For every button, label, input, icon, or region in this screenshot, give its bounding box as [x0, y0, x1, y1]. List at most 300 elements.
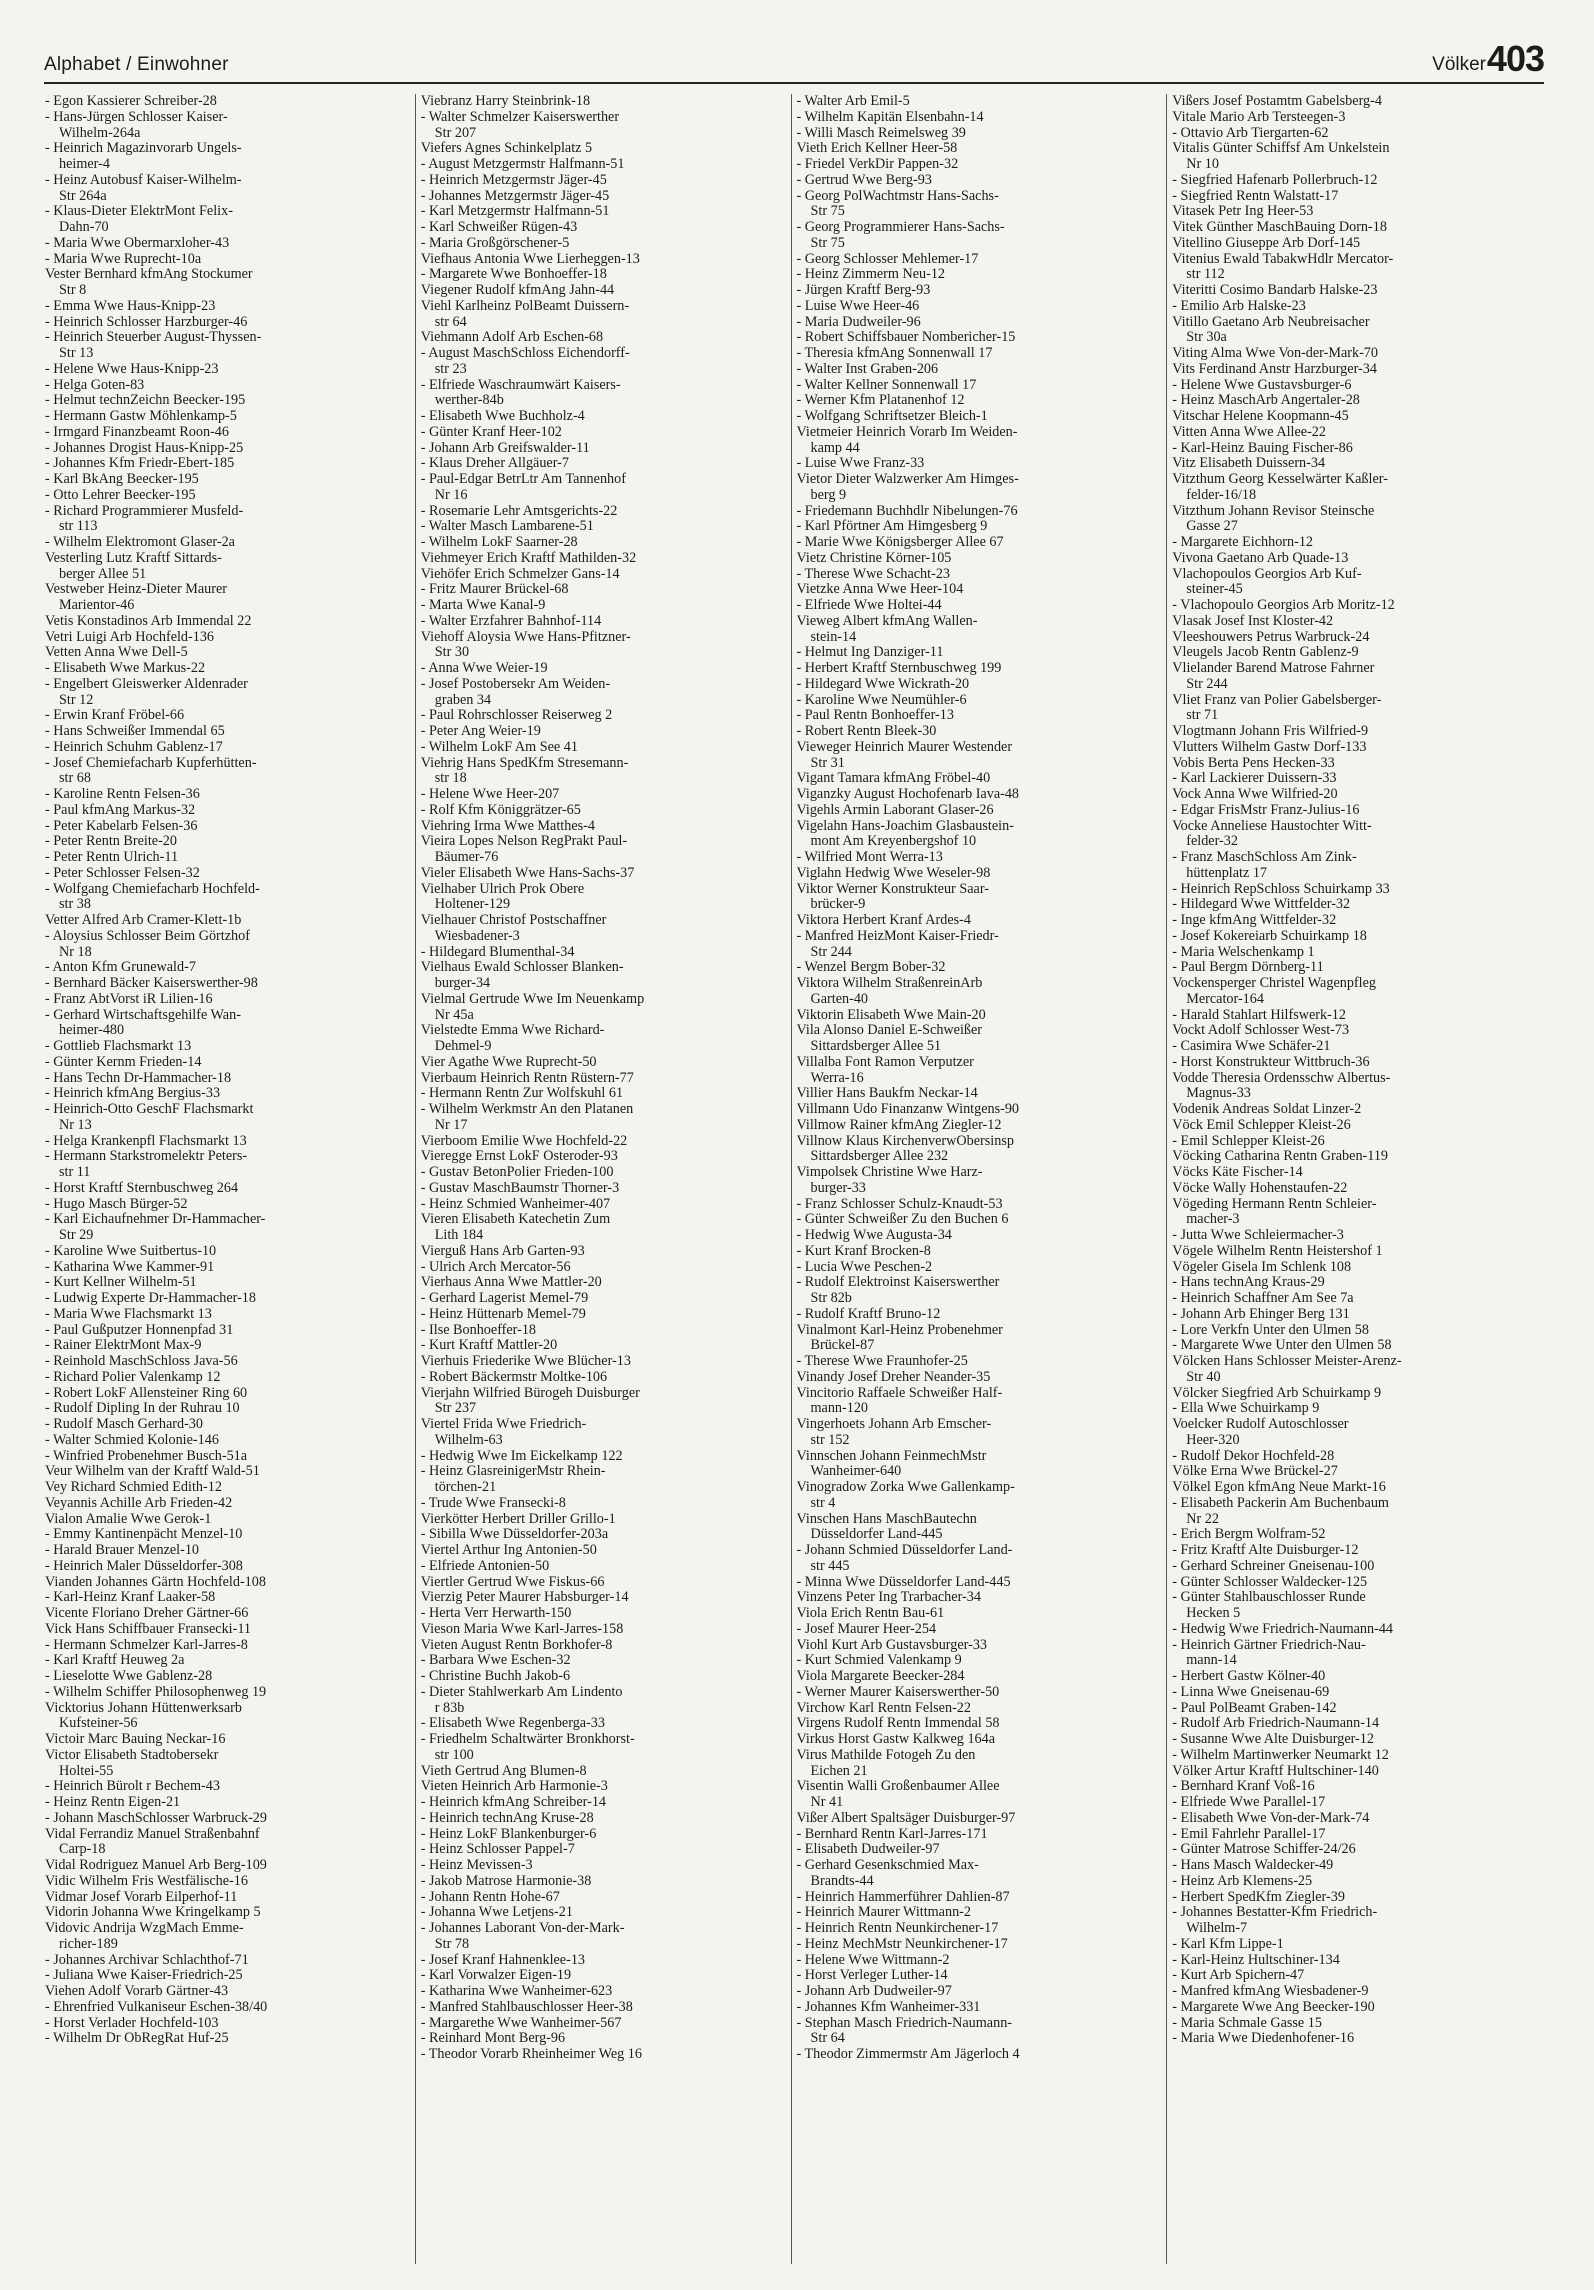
directory-entry: Str 78 [434, 1936, 470, 1952]
directory-column-3 [792, 94, 1168, 2264]
directory-entry: Vietmeier Heinrich Vorarb Im Weiden- [796, 424, 1018, 440]
directory-entry: berg 9 [810, 487, 847, 503]
directory-entry: - Hans Schweißer Immendal 65 [45, 724, 225, 739]
directory-entry: - Helga Goten-83 [45, 377, 145, 393]
directory-entry: Vicktorius Johann Hüttenwerksarb [45, 1700, 242, 1716]
directory-entry: Vitillo Gaetano Arb Neubreisacher [1172, 314, 1370, 330]
directory-entry: - Robert Schiffsbauer Nombericher-15 [796, 330, 1016, 346]
directory-entry: - Klaus Dreher Allgäuer-7 [420, 456, 569, 472]
directory-entry: - Lieselotte Wwe Gablenz-28 [45, 1669, 213, 1684]
directory-column-4 [1167, 94, 1542, 2264]
directory-entry: - Johannes Drogist Haus-Knipp-25 [45, 440, 244, 456]
directory-entry: - Margarete Wwe Unter den Ulmen 58 [1172, 1338, 1392, 1354]
directory-entry: - Luise Wwe Franz-33 [796, 456, 925, 472]
directory-entry: Holtei-55 [59, 1763, 114, 1779]
directory-entry: Brandts-44 [810, 1873, 874, 1889]
directory-entry: - Heinz Arb Klemens-25 [1172, 1873, 1313, 1889]
directory-entry: Vöcks Käte Fischer-14 [1172, 1165, 1303, 1180]
directory-entry: Brückel-87 [810, 1338, 875, 1354]
directory-entry: - Franz Schlosser Schulz-Knaudt-53 [796, 1196, 1003, 1212]
directory-entry: - Theresia kfmAng Sonnenwall 17 [796, 346, 993, 361]
directory-entry: - Katharina Wwe Kammer-91 [45, 1259, 215, 1275]
directory-entry: Vlutters Wilhelm Gastw Dorf-133 [1172, 739, 1367, 755]
directory-entry: Viehrig Hans SpedKfm Stresemann- [420, 755, 629, 771]
page-header [44, 30, 1544, 84]
directory-entry: - Karl Lackierer Duissern-33 [1172, 771, 1337, 787]
directory-entry: - Robert LokF Allensteiner Ring 60 [45, 1385, 248, 1401]
directory-entry: Nr 13 [59, 1117, 92, 1133]
directory-entry: - Bernhard Bäcker Kaiserswerther-98 [45, 976, 258, 991]
directory-entry: - Gottlieb Flachsmarkt 13 [45, 1039, 192, 1054]
directory-entry: - Johann Arb Greifswalder-11 [420, 440, 590, 456]
directory-entry: - Wilhelm Martinwerker Neumarkt 12 [1172, 1747, 1389, 1763]
directory-entry: - Heinrich Schuhm Gablenz-17 [45, 739, 223, 755]
directory-entry: Sittardsberger Allee 232 [810, 1149, 949, 1165]
directory-entry: Vialon Amalie Wwe Gerok-1 [45, 1511, 212, 1527]
directory-entry: - Juliana Wwe Kaiser-Friedrich-25 [45, 1968, 243, 1984]
directory-entry: Viehöfer Erich Schmelzer Gans-14 [420, 566, 620, 582]
directory-entry: - Johann Schmied Düsseldorfer Land- [796, 1543, 1013, 1558]
directory-entry: - Bernhard Rentn Karl-Jarres-171 [796, 1826, 988, 1842]
directory-entry: - Gustav BetonPolier Frieden-100 [420, 1165, 614, 1180]
directory-entry: - Robert Bäckermstr Moltke-106 [420, 1369, 608, 1385]
directory-entry: - Theodor Vorarb Rheinheimer Weg 16 [420, 2047, 642, 2062]
directory-entry: - Siegfried Rentn Walstatt-17 [1172, 188, 1339, 204]
directory-entry: Viehring Irma Wwe Matthes-4 [420, 818, 595, 834]
directory-entry: Vieregge Ernst LokF Osteroder-93 [420, 1149, 618, 1165]
directory-entry: Vinandy Josef Dreher Neander-35 [796, 1369, 991, 1385]
directory-entry: - Christine Buchh Jakob-6 [420, 1669, 571, 1684]
directory-entry: - August MaschSchloss Eichendorff- [420, 346, 630, 361]
directory-entry: - Friedel VerkDir Pappen-32 [796, 157, 959, 172]
directory-entry: str 4 [810, 1495, 836, 1511]
directory-entry: - Hans Techn Dr-Hammacher-18 [45, 1070, 232, 1086]
directory-entry: - Walter Kellner Sonnenwall 17 [796, 377, 977, 393]
directory-entry: str 38 [59, 897, 91, 913]
directory-entry: - Josef Kranf Hahnenklee-13 [420, 1952, 586, 1968]
directory-entry: - Siegfried Hafenarb Pollerbruch-12 [1172, 172, 1378, 188]
directory-entry: - Gertrud Wwe Berg-93 [796, 172, 932, 188]
directory-entry: - Emil Fahrlehr Parallel-17 [1172, 1826, 1326, 1842]
directory-entry: Viehl Karlheinz PolBeamt Duissern- [420, 298, 630, 314]
directory-entry: - Helene Wwe Heer-207 [420, 787, 560, 802]
directory-entry: Vesterling Lutz Kraftf Sittards- [45, 550, 222, 566]
directory-entry: Viehmeyer Erich Kraftf Mathilden-32 [420, 550, 637, 566]
directory-entry: - Katharina Wwe Wanheimer-623 [420, 1984, 613, 1999]
directory-entry: Vögeler Gisela Im Schlenk 108 [1172, 1259, 1352, 1275]
directory-entry: Kufsteiner-56 [59, 1716, 138, 1732]
directory-entry: - Heinz Mevissen-3 [420, 1858, 533, 1873]
directory-entry: Str 29 [59, 1228, 94, 1243]
directory-entry: - Johannes Kfm Friedr-Ebert-185 [45, 456, 235, 472]
directory-entry: - Günter Matrose Schiffer-24/26 [1172, 1842, 1356, 1858]
directory-entry: - Minna Wwe Düsseldorfer Land-445 [796, 1574, 1011, 1590]
directory-entry: - Hans Masch Waldecker-49 [1172, 1858, 1334, 1873]
directory-entry: Villnow Klaus KirchenverwObersinsp [796, 1133, 1014, 1149]
directory-entry: Villier Hans Baukfm Neckar-14 [796, 1086, 978, 1102]
directory-entry: - Heinz Schmied Wanheimer-407 [420, 1196, 611, 1212]
directory-entry: - Hermann Schmelzer Karl-Jarres-8 [45, 1637, 248, 1653]
directory-entry: - Wilhelm Kapitän Elsenbahn-14 [796, 109, 984, 125]
directory-entry: - Ella Wwe Schuirkamp 9 [1172, 1401, 1320, 1417]
directory-entry: Vißers Josef Postamtm Gabelsberg-4 [1172, 94, 1382, 109]
directory-entry: Vierhuis Friederike Wwe Blücher-13 [420, 1354, 631, 1369]
directory-entry: - Elfriede Waschraumwärt Kaisers- [420, 377, 621, 393]
directory-entry: - Lucia Wwe Peschen-2 [796, 1259, 933, 1275]
directory-entry: Wiesbadener-3 [434, 928, 520, 944]
directory-entry: - Wolfgang Schriftsetzer Bleich-1 [796, 409, 988, 424]
directory-entry: str 23 [434, 361, 467, 377]
directory-entry: - Heinrich technAng Kruse-28 [420, 1810, 594, 1826]
directory-entry: - Lore Verkfn Unter den Ulmen 58 [1172, 1322, 1369, 1338]
directory-entry: - Barbara Wwe Eschen-32 [420, 1653, 571, 1669]
directory-entry: - Reinhold MaschSchloss Java-56 [45, 1354, 238, 1369]
directory-entry: Vockensperger Christel Wagenpfleg [1172, 976, 1376, 991]
directory-entry: Vigehls Armin Laborant Glaser-26 [796, 802, 994, 818]
directory-entry: burger-34 [434, 976, 491, 991]
directory-entry: - Franz AbtVorst iR Lilien-16 [45, 991, 213, 1007]
directory-entry: - Elisabeth Wwe Von-der-Mark-74 [1172, 1810, 1370, 1826]
directory-entry: Vimpolsek Christine Wwe Harz- [796, 1165, 983, 1180]
directory-entry: - Kurt Arb Spichern-47 [1172, 1968, 1305, 1984]
directory-column-2 [416, 94, 792, 2264]
directory-entry: - Heinrich Schlosser Harzburger-46 [45, 314, 248, 330]
directory-entry: - Erich Bergm Wolfram-52 [1172, 1527, 1326, 1543]
directory-entry: - Paul Gußputzer Honnenpfad 31 [45, 1322, 234, 1338]
directory-entry: - Johann MaschSchlosser Warbruck-29 [45, 1810, 267, 1826]
directory-entry: berger Allee 51 [59, 566, 147, 582]
directory-entry: Dehmel-9 [434, 1039, 492, 1054]
directory-entry: - Wolfgang Chemiefacharb Hochfeld- [45, 881, 260, 897]
directory-entry: - Helene Wwe Wittmann-2 [796, 1952, 950, 1968]
directory-entry: felder-32 [1186, 834, 1238, 850]
directory-entry: - August Metzgermstr Halfmann-51 [420, 157, 625, 172]
directory-entry: Vitenius Ewald TabakwHdlr Mercator- [1172, 251, 1394, 267]
directory-entry: Str 244 [810, 944, 852, 960]
directory-entry: Düsseldorfer Land-445 [810, 1527, 943, 1543]
directory-entry: - Gerhard Gesenkschmied Max- [796, 1858, 979, 1873]
directory-entry: Lith 184 [434, 1228, 484, 1243]
directory-entry: - Karl Eichaufnehmer Dr-Hammacher- [45, 1212, 266, 1228]
directory-entry: - Hedwig Wwe Friedrich-Naumann-44 [1172, 1621, 1394, 1637]
directory-entry: Vielhauer Christof Postschaffner [420, 913, 607, 928]
directory-entry: - Heinrich kfmAng Bergius-33 [45, 1086, 221, 1102]
directory-entry: Vieth Gertrud Ang Blumen-8 [420, 1763, 587, 1779]
directory-entry: - Peter Rentn Ulrich-11 [45, 850, 179, 865]
directory-entry: - Jutta Wwe Schleiermacher-3 [1172, 1228, 1344, 1243]
directory-entry: - Wilhelm Elektromont Glaser-2a [45, 535, 235, 550]
directory-entry: - Heinz GlasreinigerMstr Rhein- [420, 1464, 606, 1480]
directory-entry: - Friedhelm Schaltwärter Bronkhorst- [420, 1732, 635, 1747]
directory-entry: - Friedemann Buchhdlr Nibelungen-76 [796, 503, 1018, 519]
directory-entry: Vieten Heinrich Arb Harmonie-3 [420, 1779, 608, 1795]
directory-entry: - Heinrich Schaffner Am See 7a [1172, 1291, 1354, 1306]
directory-entry: str 100 [434, 1747, 474, 1763]
directory-entry: - Paul kfmAng Markus-32 [45, 802, 196, 818]
directory-entry: - Ottavio Arb Tiergarten-62 [1172, 125, 1329, 141]
directory-entry: Vicente Floriano Dreher Gärtner-66 [45, 1606, 249, 1621]
directory-entry: Vila Alonso Daniel E-Schweißer [796, 1023, 983, 1039]
directory-entry: Eichen 21 [810, 1763, 868, 1779]
directory-entry: - Georg Programmierer Hans-Sachs- [796, 220, 1005, 235]
directory-entry: Vidic Wilhelm Fris Westfälische-16 [45, 1873, 248, 1889]
directory-entry: - Linna Wwe Gneisenau-69 [1172, 1684, 1330, 1700]
directory-entry: - Walter Inst Graben-206 [796, 361, 939, 377]
directory-entry: - Maria Dudweiler-96 [796, 314, 921, 330]
directory-entry: - Ilse Bonhoeffer-18 [420, 1322, 537, 1338]
directory-entry: Vodde Theresia Ordensschw Albertus- [1172, 1070, 1391, 1086]
directory-entry: - Rudolf Dipling In der Ruhrau 10 [45, 1401, 240, 1417]
directory-entry: - Rudolf Dekor Hochfeld-28 [1172, 1448, 1335, 1464]
directory-entry: Vieth Erich Kellner Heer-58 [796, 141, 958, 157]
directory-entry: - Klaus-Dieter ElektrMont Felix- [45, 204, 233, 220]
directory-entry: - Elisabeth Wwe Markus-22 [45, 661, 206, 676]
directory-entry: Nr 18 [59, 944, 92, 960]
directory-entry: Viglahn Hedwig Wwe Weseler-98 [796, 865, 991, 881]
directory-entry: Vetter Alfred Arb Cramer-Klett-1b [45, 913, 242, 928]
directory-entry: törchen-21 [434, 1480, 497, 1495]
directory-entry: Dahn-70 [59, 220, 109, 235]
directory-entry: steiner-45 [1186, 582, 1243, 598]
directory-entry: Vester Bernhard kfmAng Stockumer [45, 267, 253, 283]
directory-entry: Str 13 [59, 346, 94, 361]
directory-entry: - Maria Schmale Gasse 15 [1172, 2015, 1322, 2031]
directory-entry: Völke Erna Wwe Brückel-27 [1172, 1464, 1338, 1480]
directory-entry: - Walter Erzfahrer Bahnhof-114 [420, 613, 602, 629]
directory-entry: Gasse 27 [1186, 519, 1238, 535]
directory-entry: - Karl-Heinz Kranf Laaker-58 [45, 1590, 216, 1606]
directory-entry: Vianden Johannes Gärtn Hochfeld-108 [45, 1574, 266, 1590]
directory-entry: Nr 45a [434, 1007, 474, 1023]
directory-entry: Str 12 [59, 692, 94, 708]
directory-entry: - Walter Masch Lambarene-51 [420, 519, 594, 535]
directory-entry: - Manfred HeizMont Kaiser-Friedr- [796, 928, 999, 944]
directory-entry: Vock Anna Wwe Wilfried-20 [1172, 787, 1338, 802]
directory-entry: - Otto Lehrer Beecker-195 [45, 487, 196, 503]
directory-entry: Vestweber Heinz-Dieter Maurer [45, 582, 227, 598]
directory-entry: Vlachopoulos Georgios Arb Kuf- [1172, 566, 1362, 582]
directory-entry: - Edgar FrisMstr Franz-Julius-16 [1172, 802, 1360, 818]
directory-entry: Vietz Christine Körner-105 [796, 550, 952, 566]
directory-entry: richer-189 [59, 1936, 118, 1952]
directory-entry: - Gerhard Lagerist Memel-79 [420, 1291, 589, 1306]
directory-entry: Viehmann Adolf Arb Eschen-68 [420, 330, 604, 346]
directory-entry: - Wilhelm Werkmstr An den Platanen [420, 1102, 634, 1117]
directory-entry: - Therese Wwe Fraunhofer-25 [796, 1354, 968, 1369]
directory-entry: Vier Agathe Wwe Ruprecht-50 [420, 1054, 597, 1070]
directory-entry: - Hedwig Wwe Augusta-34 [796, 1228, 952, 1243]
directory-entry: - Kurt Schmied Valenkamp 9 [796, 1653, 962, 1669]
directory-entry: Str 237 [434, 1401, 477, 1417]
directory-entry: - Harald Brauer Menzel-10 [45, 1543, 200, 1558]
directory-entry: heimer-4 [59, 157, 110, 172]
directory-entry: - Heinz Autobusf Kaiser-Wilhelm- [45, 172, 242, 188]
directory-entry: mann-14 [1186, 1653, 1237, 1669]
directory-entry: - Willi Masch Reimelsweg 39 [796, 125, 966, 141]
directory-entry: Viteritti Cosimo Bandarb Halske-23 [1172, 283, 1378, 298]
directory-entry: Vierguß Hans Arb Garten-93 [420, 1243, 585, 1259]
directory-entry: Vieson Maria Wwe Karl-Jarres-158 [420, 1621, 624, 1637]
directory-entry: - Karl Schweißer Rügen-43 [420, 220, 578, 235]
directory-entry: - Heinrich-Otto GeschF Flachsmarkt [45, 1102, 254, 1117]
directory-entry: - Helmut Ing Danziger-11 [796, 645, 944, 661]
directory-entry: - Richard Programmierer Musfeld- [45, 503, 244, 519]
directory-entry: - Karl-Heinz Bauing Fischer-86 [1172, 440, 1353, 456]
directory-entry: - Rolf Kfm Königgrätzer-65 [420, 802, 581, 818]
directory-entry: Vitzthum Johann Revisor Steinsche [1172, 503, 1375, 519]
directory-entry: Nr 22 [1186, 1511, 1219, 1527]
directory-entry: - Horst Verlader Hochfeld-103 [45, 2015, 219, 2031]
directory-entry: Carp-18 [59, 1842, 106, 1858]
directory-entry: - Fritz Maurer Brückel-68 [420, 582, 569, 598]
directory-entry: - Walter Schmelzer Kaiserswerther [420, 109, 620, 125]
directory-entry: str 68 [59, 771, 91, 787]
directory-entry: Mercator-164 [1186, 991, 1264, 1007]
directory-entry: - Anna Wwe Weier-19 [420, 661, 548, 676]
directory-entry: Viganzky August Hochofenarb Iava-48 [796, 787, 1020, 802]
directory-entry: - Irmgard Finanzbeamt Roon-46 [45, 424, 229, 440]
directory-entry: Vinzens Peter Ing Trarbacher-34 [796, 1590, 981, 1606]
directory-entry: Vielmal Gertrude Wwe Im Neuenkamp [420, 991, 645, 1007]
directory-entry: - Heinrich Maler Düsseldorfer-308 [45, 1558, 243, 1574]
directory-entry: Vieira Lopes Nelson RegPrakt Paul- [420, 834, 628, 850]
directory-entry: Visentin Walli Großenbaumer Allee [796, 1779, 1000, 1795]
directory-entry: - Johannes Bestatter-Kfm Friedrich- [1172, 1905, 1378, 1921]
directory-entry: - Margarete Eichhorn-12 [1172, 535, 1314, 550]
directory-entry: Vick Hans Schiffbauer Fransecki-11 [45, 1621, 251, 1637]
directory-entry: - Herbert Kraftf Sternbuschweg 199 [796, 661, 1002, 676]
directory-entry: - Trude Wwe Fransecki-8 [420, 1495, 566, 1511]
directory-entry: Str 8 [59, 283, 87, 298]
directory-entry: - Hildegard Wwe Wickrath-20 [796, 676, 970, 692]
directory-entry: - Aloysius Schlosser Beim Görtzhof [45, 928, 250, 944]
directory-entry: Vinschen Hans MaschBautechn [796, 1511, 977, 1527]
directory-entry: - Hugo Masch Bürger-52 [45, 1196, 188, 1212]
directory-entry: - Peter Kabelarb Felsen-36 [45, 818, 198, 834]
directory-entry: - Heinrich kfmAng Schreiber-14 [420, 1795, 607, 1810]
directory-entry: Nr 16 [434, 487, 468, 503]
directory-entry: Vögele Wilhelm Rentn Heistershof 1 [1172, 1243, 1383, 1259]
directory-entry: - Maria Welschenkamp 1 [1172, 944, 1315, 960]
directory-entry: Villmann Udo Finanzanw Wintgens-90 [796, 1102, 1020, 1117]
directory-entry: Viola Erich Rentn Bau-61 [796, 1606, 945, 1621]
directory-entry: - Helene Wwe Haus-Knipp-23 [45, 361, 219, 377]
directory-entry: - Gustav MaschBaumstr Thorner-3 [420, 1180, 620, 1196]
directory-entry: Vockt Adolf Schlosser West-73 [1172, 1023, 1350, 1039]
directory-entry: Victoir Marc Bauing Neckar-16 [45, 1732, 226, 1747]
directory-entry: Victor Elisabeth Stadtobersekr [45, 1747, 219, 1763]
directory-entry: Wanheimer-640 [810, 1464, 902, 1480]
directory-entry: Nr 10 [1186, 157, 1219, 172]
directory-entry: Nr 41 [810, 1795, 844, 1810]
directory-entry: Str 64 [810, 2031, 845, 2047]
directory-entry: hüttenplatz 17 [1186, 865, 1268, 881]
directory-entry: Villalba Font Ramon Verputzer [796, 1054, 974, 1070]
directory-entry: - Hedwig Wwe Im Eickelkamp 122 [420, 1448, 623, 1464]
directory-entry: - Günter Kernm Frieden-14 [45, 1054, 202, 1070]
directory-entry: Vey Richard Schmied Edith-12 [45, 1480, 222, 1495]
directory-entry: - Margarete Wwe Ang Beecker-190 [1172, 1999, 1375, 2015]
directory-entry: Heer-320 [1186, 1432, 1240, 1448]
directory-entry: - Hans technAng Kraus-29 [1172, 1275, 1325, 1291]
directory-entry: - Fritz Kraftf Alte Duisburger-12 [1172, 1543, 1359, 1558]
directory-entry: Vitschar Helene Koopmann-45 [1172, 409, 1349, 424]
directory-entry: Vietzke Anna Wwe Heer-104 [796, 582, 964, 598]
directory-entry: Vierhaus Anna Wwe Mattler-20 [420, 1275, 602, 1291]
directory-entry: Vivona Gaetano Arb Quade-13 [1172, 550, 1349, 566]
directory-entry: - Casimira Wwe Schäfer-21 [1172, 1039, 1331, 1054]
directory-entry: Vielstedte Emma Wwe Richard- [420, 1023, 605, 1039]
directory-entry: - Maria Wwe Diedenhofener-16 [1172, 2031, 1355, 2047]
directory-entry: - Hildegard Wwe Wittfelder-32 [1172, 897, 1351, 913]
directory-entry: - Emilio Arb Halske-23 [1172, 298, 1306, 314]
directory-entry: - Hildegard Blumenthal-34 [420, 944, 575, 960]
directory-entry: - Karl Pförtner Am Himgesberg 9 [796, 519, 988, 535]
directory-entry: Marientor-46 [59, 598, 135, 613]
directory-entry: - Hermann Starkstromelektr Peters- [45, 1149, 248, 1165]
page-number: 403 [1486, 38, 1544, 79]
directory-entry: Vincitorio Raffaele Schweißer Half- [796, 1385, 1003, 1401]
directory-entry: - Wilhelm Dr ObRegRat Huf-25 [45, 2031, 229, 2047]
directory-entry: - Margarethe Wwe Wanheimer-567 [420, 2015, 622, 2031]
directory-entry: - Manfred Stahlbauschlosser Heer-38 [420, 1999, 633, 2015]
directory-entry: - Johannes Laborant Von-der-Mark- [420, 1921, 625, 1936]
directory-entry: - Marie Wwe Königsberger Allee 67 [796, 535, 1004, 550]
directory-entry: - Reinhard Mont Berg-96 [420, 2031, 566, 2047]
directory-entry: - Karoline Wwe Suitbertus-10 [45, 1243, 217, 1259]
directory-entry: - Heinz Schlosser Pappel-7 [420, 1842, 575, 1858]
directory-entry: Vlogtmann Johann Fris Wilfried-9 [1172, 724, 1369, 739]
directory-entry: Hecken 5 [1186, 1606, 1241, 1621]
directory-entry: - Helga Krankenpfl Flachsmarkt 13 [45, 1133, 247, 1149]
directory-entry: - Heinrich Bürolt r Bechem-43 [45, 1779, 220, 1795]
directory-entry: - Margarete Wwe Bonhoeffer-18 [420, 267, 607, 283]
directory-entry: - Sibilla Wwe Düsseldorfer-203a [420, 1527, 609, 1543]
directory-entry: - Karl-Heinz Hultschiner-134 [1172, 1952, 1340, 1968]
directory-entry: - Maria Wwe Ruprecht-10a [45, 251, 202, 267]
directory-entry: burger-33 [810, 1180, 866, 1196]
directory-entry: - Egon Kassierer Schreiber-28 [45, 94, 217, 109]
directory-entry: Vöcke Wally Hohenstaufen-22 [1172, 1180, 1348, 1196]
directory-entry: Vißer Albert Spaltsäger Duisburger-97 [796, 1810, 1016, 1826]
directory-entry: Vitalis Günter Schiffsf Am Unkelstein [1172, 141, 1390, 157]
directory-entry: Vlasak Josef Inst Kloster-42 [1172, 613, 1334, 629]
directory-entry: Völkel Egon kfmAng Neue Markt-16 [1172, 1480, 1386, 1495]
directory-entry: Wilhelm-7 [1186, 1921, 1248, 1936]
directory-entry: Vierboom Emilie Wwe Hochfeld-22 [420, 1133, 628, 1149]
directory-entry: Vits Ferdinand Anstr Harzburger-34 [1172, 361, 1377, 377]
directory-entry: Vieler Elisabeth Wwe Hans-Sachs-37 [420, 865, 635, 881]
directory-entry: Vleeshouwers Petrus Warbruck-24 [1172, 629, 1370, 645]
directory-entry: - Rudolf Elektroinst Kaiserswerther [796, 1275, 1000, 1291]
directory-entry: - Johannes Metzgermstr Jäger-45 [420, 188, 610, 204]
directory-entry: - Karl Metzgermstr Halfmann-51 [420, 204, 610, 220]
directory-entry: - Elisabeth Wwe Regenberga-33 [420, 1716, 605, 1732]
directory-entry: Vidal Ferrandiz Manuel Straßenbahnf [45, 1826, 260, 1842]
directory-entry: Vierzig Peter Maurer Habsburger-14 [420, 1590, 629, 1606]
directory-entry: - Jürgen Kraftf Berg-93 [796, 283, 931, 298]
directory-entry: Str 244 [1186, 676, 1228, 692]
directory-entry: kamp 44 [810, 440, 860, 456]
directory-entry: Vidmar Josef Vorarb Eilperhof-11 [45, 1889, 238, 1905]
directory-entry: - Horst Verleger Luther-14 [796, 1968, 948, 1984]
directory-entry: - Robert Rentn Bleek-30 [796, 724, 937, 739]
directory-entry: Str 30a [1186, 330, 1227, 346]
directory-entry: - Horst Konstrukteur Wittbruch-36 [1172, 1054, 1370, 1070]
directory-entry: - Heinrich Metzgermstr Jäger-45 [420, 172, 607, 188]
directory-entry: Bäumer-76 [434, 850, 499, 865]
directory-entry: - Elisabeth Packerin Am Buchenbaum [1172, 1495, 1389, 1511]
